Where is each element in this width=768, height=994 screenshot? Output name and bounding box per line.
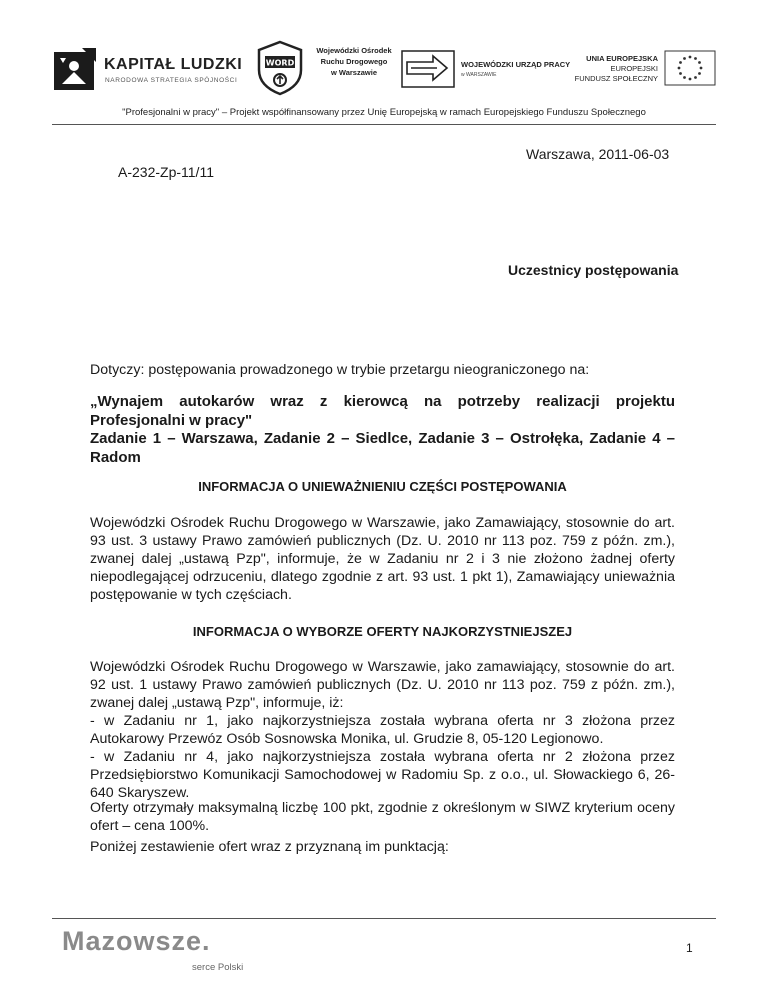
svg-text:WORD: WORD <box>265 58 295 68</box>
tender-title <box>90 393 675 467</box>
eu-line-2: EUROPEJSKI <box>610 64 658 73</box>
page-number: 1 <box>686 941 693 955</box>
kapital-ludzki-emblem-icon <box>52 44 102 94</box>
kapital-ludzki-title: KAPITAŁ LUDZKI <box>104 56 243 73</box>
footer-divider <box>52 918 716 919</box>
section-selection-heading: INFORMACJA O WYBORZE OFERTY NAJKORZYSTNIEJSZEJ <box>192 624 573 639</box>
tender-title-line-2: Zadanie 1 – Warszawa, Zadanie 2 – Siedlce, Zadanie 3 – Ostrołęka, Zadanie 4 – Radom <box>90 430 675 466</box>
mazowsze-logo <box>62 926 272 984</box>
reference-number: A-232-Zp-11/11 <box>118 164 214 180</box>
section-selection-body <box>90 658 675 802</box>
wup-title: WOJEWÓDZKI URZĄD PRACY <box>461 60 571 69</box>
kapital-ludzki-logo <box>52 44 242 96</box>
mazowsze-brand: Mazowsze. <box>62 926 211 956</box>
mazowsze-tagline: serce Polski <box>192 962 244 973</box>
kapital-ludzki-subtitle: NARODOWA STRATEGIA SPÓJNOŚCI <box>105 77 238 84</box>
eu-flag-icon <box>664 50 716 86</box>
table-intro: Poniżej zestawienie ofert wraz z przyznaną im punktacją: <box>90 839 449 855</box>
eu-line-1: UNIA EUROPEJSKA <box>586 54 658 63</box>
selection-item-task-1: - w Zadaniu nr 1, jako najkorzystniejsza została wybrana oferta nr 3 złożona przez Autokarowy Przewóz Osób Sosnowska Monika, ul. Grudzie 8, 05-120 Legionowo. <box>90 713 675 747</box>
word-emblem-icon <box>255 40 305 96</box>
header-logo-bar <box>52 40 716 102</box>
scoring-note: Oferty otrzymały maksymalną liczbę 100 pkt, zgodnie z określonym w SIWZ kryterium oceny ofert – cena 100%. <box>90 800 675 834</box>
eu-logo <box>574 48 716 94</box>
addressee: Uczestnicy postępowania <box>508 262 679 278</box>
word-line-2: Ruchu Drogowego <box>320 57 388 66</box>
word-line-1: Wojewódzki Ośrodek <box>316 46 392 55</box>
eu-line-3: FUNDUSZ SPOŁECZNY <box>574 74 658 83</box>
document-date: Warszawa, 2011-06-03 <box>526 146 670 162</box>
word-logo <box>255 40 405 96</box>
project-cofinancing-line: "Profesjonalni w pracy" – Projekt współfinansowany przez Unię Europejską w ramach Europejskiego Funduszu Społecznego <box>122 107 646 118</box>
subject-line: Dotyczy: postępowania prowadzonego w trybie przetargu nieograniczonego na: <box>90 362 590 378</box>
section-annulment-body: Wojewódzki Ośrodek Ruchu Drogowego w Warszawie, jako Zamawiający, stosownie do art. 93 ust. 3 ustawy Prawo zamówień publicznych (Dz. U. 2010 nr 113 poz. 759 z późn. zm.), zwanej dalej „ustawą Pzp", informuje, że w Zadaniu nr 2 i 3 nie złożono żadnej oferty niepodlegającej odrzuceniu, dlatego zgodnie z art. 93 ust. 1 pkt 1), Zamawiający unieważnia postępowanie w tych częściach. <box>90 515 675 603</box>
tender-title-line-1: „Wynajem autokarów wraz z kierowcą na potrzeby realizacji projektu Profesjonalni w pracy" <box>90 393 675 429</box>
word-line-3: w Warszawie <box>331 68 377 77</box>
selection-item-task-4: - w Zadaniu nr 4, jako najkorzystniejsza została wybrana oferta nr 2 złożona przez Przedsiębiorstwo Komunikacji Samochodowej w Radomiu Sp. z o.o., ul. Słowackiego 6, 26-640 Skaryszew. <box>90 749 675 801</box>
wup-logo <box>401 50 581 90</box>
selection-intro: Wojewódzki Ośrodek Ruchu Drogowego w Warszawie, jako zamawiający, stosownie do art. 92 ust. 1 ustawy Prawo zamówień publicznych (Dz. U. 2010 nr 113 poz. 759 z późn. zm.), zwanej dalej „ustawą Pzp", informuje, iż: <box>90 659 675 711</box>
wup-subtitle: w WARSZAWIE <box>461 72 497 78</box>
wup-arrows-icon <box>401 50 455 88</box>
header-divider <box>52 124 716 125</box>
section-annulment-heading: INFORMACJA O UNIEWAŻNIENIU CZĘŚCI POSTĘPOWANIA <box>198 479 567 494</box>
